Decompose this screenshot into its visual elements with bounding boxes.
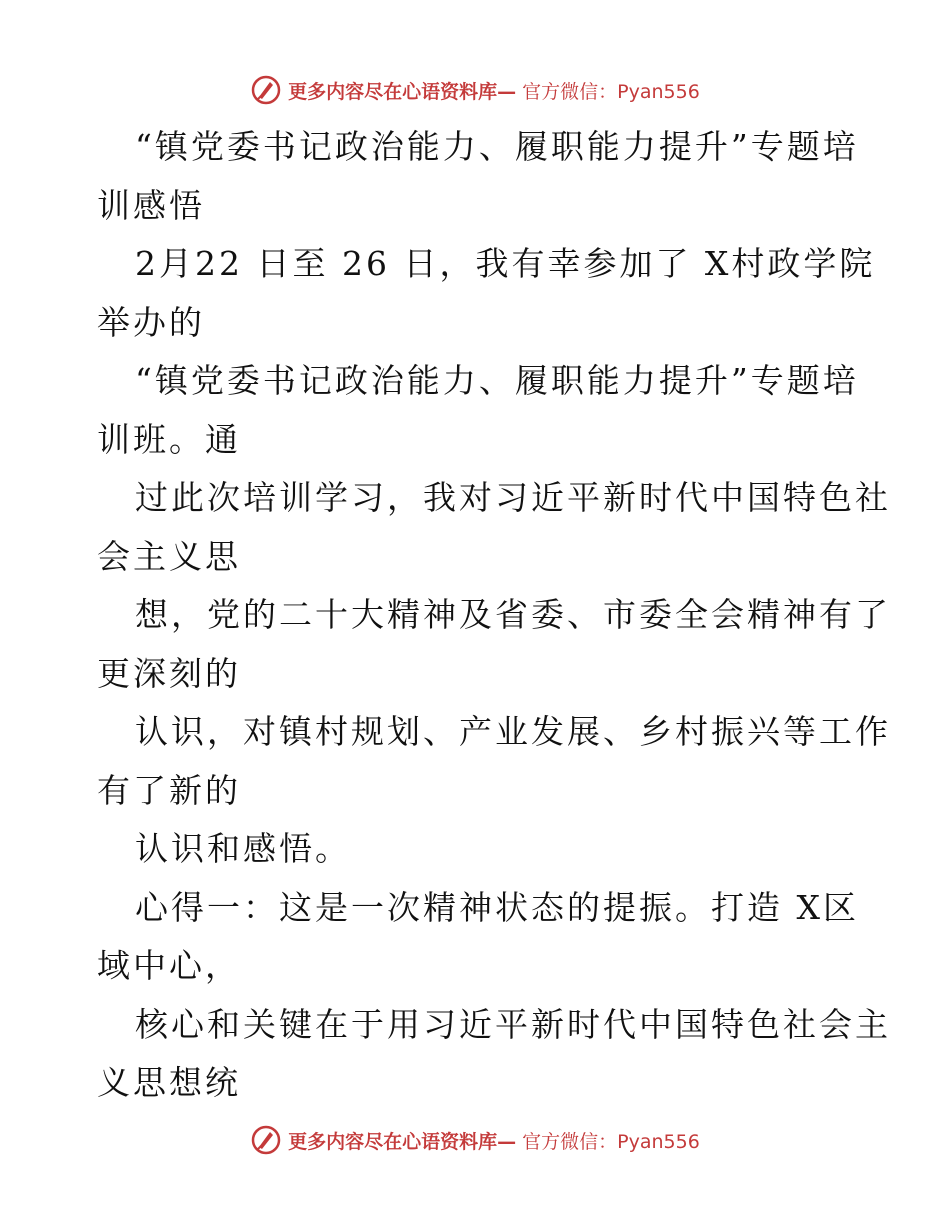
quill-logo-icon <box>250 1124 282 1156</box>
paragraph-line: 训班。通 <box>97 419 241 459</box>
paragraph-line: 核心和关键在于用习近平新时代中国特色社会主 <box>135 1004 891 1044</box>
footer-wechat-text: 官方微信：Pyan556 <box>522 1130 700 1153</box>
paragraph-line: 想，党的二十大精神及省委、市委全会精神有了 <box>135 595 891 634</box>
footer-watermark <box>0 1120 950 1160</box>
paragraph-line: 举办的 <box>97 302 205 342</box>
paragraph-line: 2月22 日至 26 日，我有幸参加了 X村政学院 <box>135 244 876 283</box>
paragraph-line: 过此次培训学习，我对习近平新时代中国特色社 <box>135 478 891 517</box>
header-wechat-text: 官方微信：Pyan556 <box>522 80 700 103</box>
document-body <box>97 118 891 1113</box>
paragraph-line: 认识和感悟。 <box>135 829 351 868</box>
header-watermark-text: 更多内容尽在心语资料库— <box>288 80 517 103</box>
paragraph-line: “镇党委书记政治能力、履职能力提升”专题培 <box>135 361 859 400</box>
paragraph-line: 认识，对镇村规划、产业发展、乡村振兴等工作 <box>135 712 891 751</box>
paragraph-line: 心得一：这是一次精神状态的提振。打造 X区 <box>135 887 859 927</box>
paragraph-line: 有了新的 <box>97 770 241 810</box>
paragraph-line: “镇党委书记政治能力、履职能力提升”专题培 <box>135 127 859 166</box>
paragraph-line: 更深刻的 <box>97 653 241 693</box>
footer-watermark-text: 更多内容尽在心语资料库— <box>288 1130 517 1153</box>
paragraph-line: 域中心， <box>97 946 241 985</box>
header-watermark <box>0 70 950 110</box>
paragraph-line: 训感悟 <box>97 185 205 225</box>
quill-logo-icon <box>250 74 282 106</box>
paragraph-line: 会主义思 <box>97 536 241 576</box>
paragraph-line: 义思想统 <box>97 1063 241 1102</box>
